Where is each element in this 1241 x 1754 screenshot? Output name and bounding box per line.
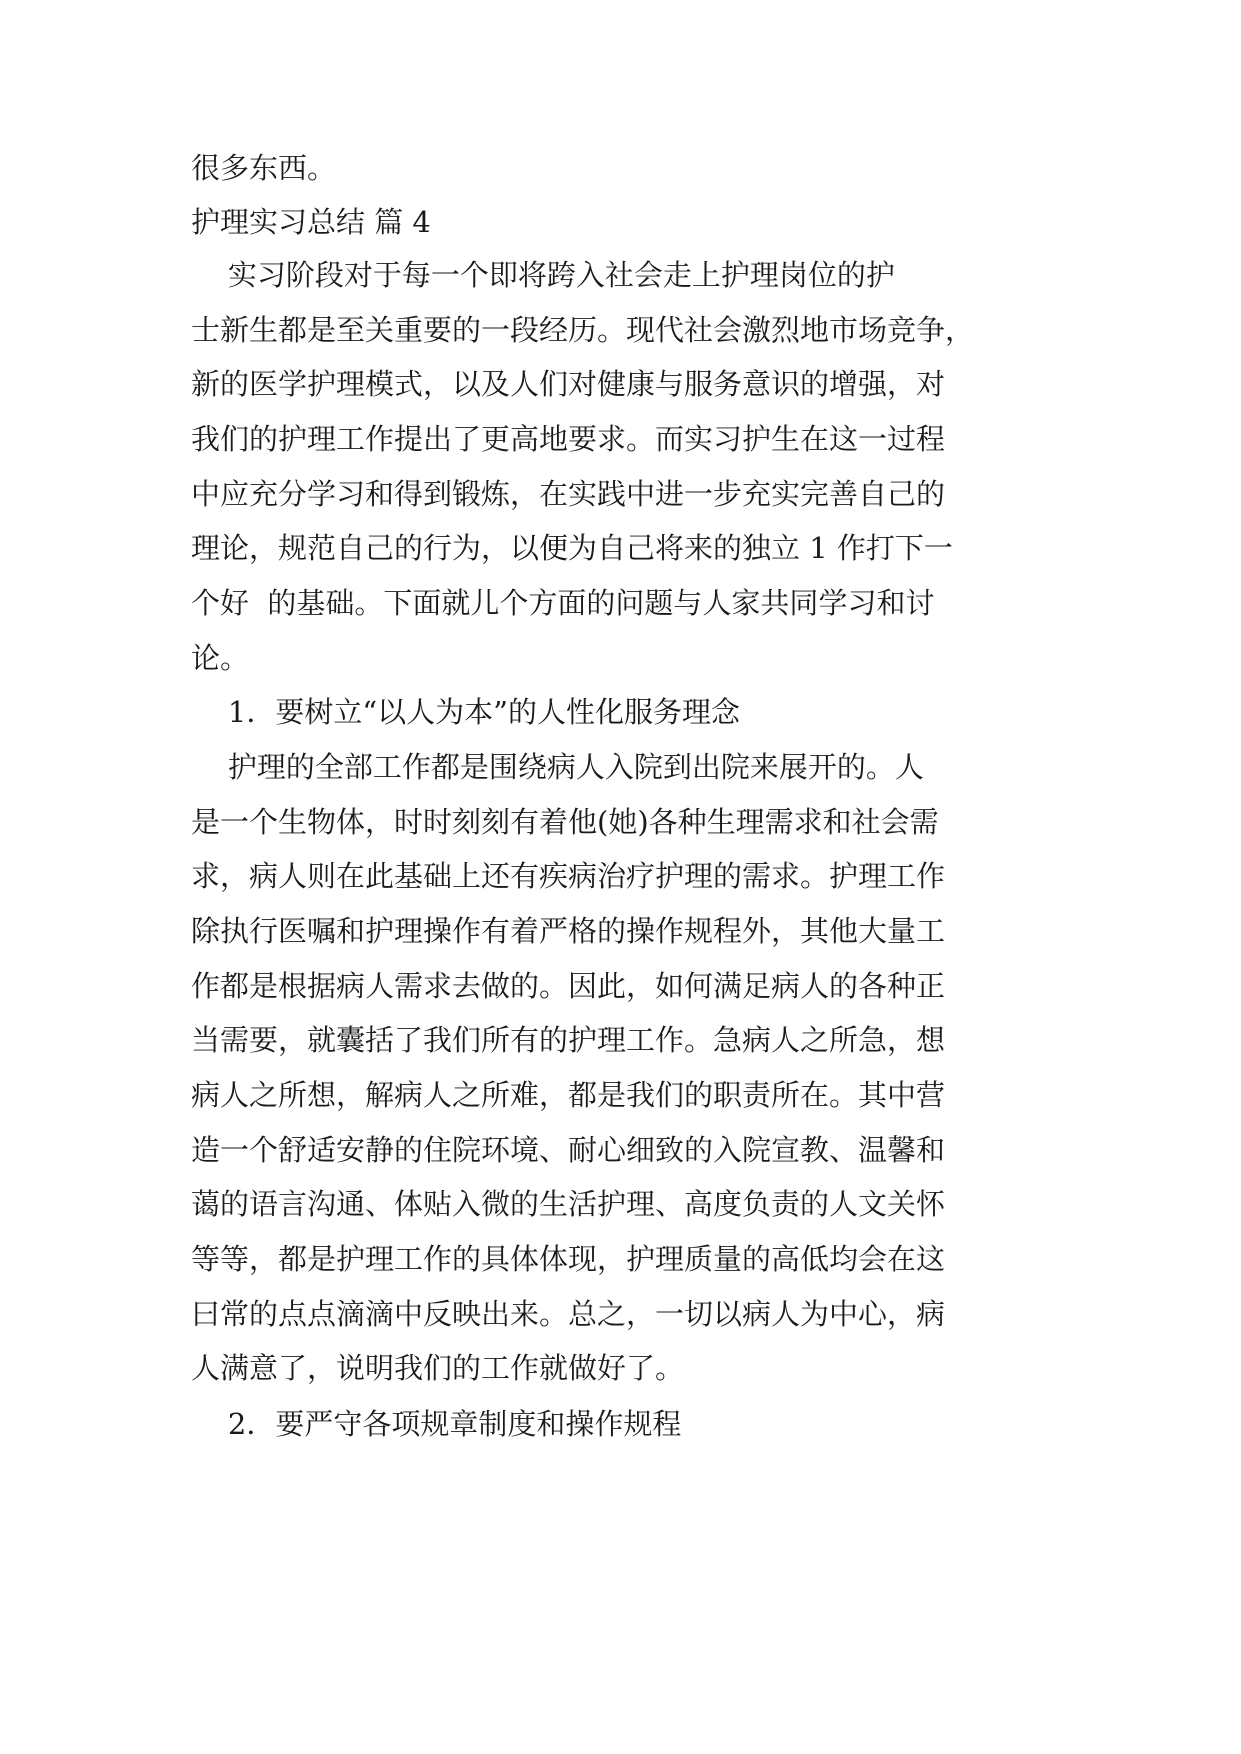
text-line: 新的医学护理模式，以及人们对健康与服务意识的增强，对 [191,367,946,401]
text-line: 是一个生物体，时时刻刻有着他(她)各种生理需求和社会需 [191,805,939,839]
text-line: 蔼的语言沟通、体贴入微的生活护理、高度负责的人文关怀 [191,1187,946,1221]
text-line: 病人之所想，解病人之所难，都是我们的职责所在。其中营 [191,1078,946,1112]
subheading: 1．要树立“以人为本”的人性化服务理念 [191,695,740,729]
subheading: 2．要严守各项规章制度和操作规程 [191,1407,682,1441]
text-line: 人满意了，说明我们的工作就做好了。 [191,1351,685,1385]
text-line: 等等，都是护理工作的具体体现，护理质量的高低均会在这 [191,1242,946,1276]
text-line: 护理的全部工作都是围绕病人入院到出院来展开的。人 [191,750,924,784]
text-line: 实习阶段对于每一个即将跨入社会走上护理岗位的护 [191,258,895,292]
text-line: 曰常的点点滴滴中反映出来。总之，一切以病人为中心，病 [191,1297,946,1331]
text-line: 个好 的基础。下面就儿个方面的问题与人家共同学习和讨 [191,586,935,620]
text-line: 很多东西。 [191,151,337,185]
text-line: 作都是根据病人需求去做的。因此，如何满足病人的各种正 [191,969,946,1003]
text-line: 当需要，就囊括了我们所有的护理工作。急病人之所急，想 [191,1023,946,1057]
text-line: 求，病人则在此基础上还有疾病治疗护理的需求。护理工作 [191,859,946,893]
text-line: 造一个舒适安静的住院环境、耐心细致的入院宣教、温馨和 [191,1133,946,1167]
text-line: 论。 [191,641,250,675]
text-line: 中应充分学习和得到锻炼，在实践中进一步充实完善自己的 [191,477,946,511]
text-line: 士新生都是至关重要的一段经历。现代社会激烈地市场竞争， [191,313,975,347]
text-line: 我们的护理工作提出了更高地要求。而实习护生在这一过程 [191,422,946,456]
section-heading: 护理实习总结 篇 4 [191,205,431,239]
text-line: 除执行医嘱和护理操作有着严格的操作规程外，其他大量工 [191,914,946,948]
text-line: 理论，规范自己的行为，以便为自己将来的独立 1 作打下一 [191,531,953,565]
